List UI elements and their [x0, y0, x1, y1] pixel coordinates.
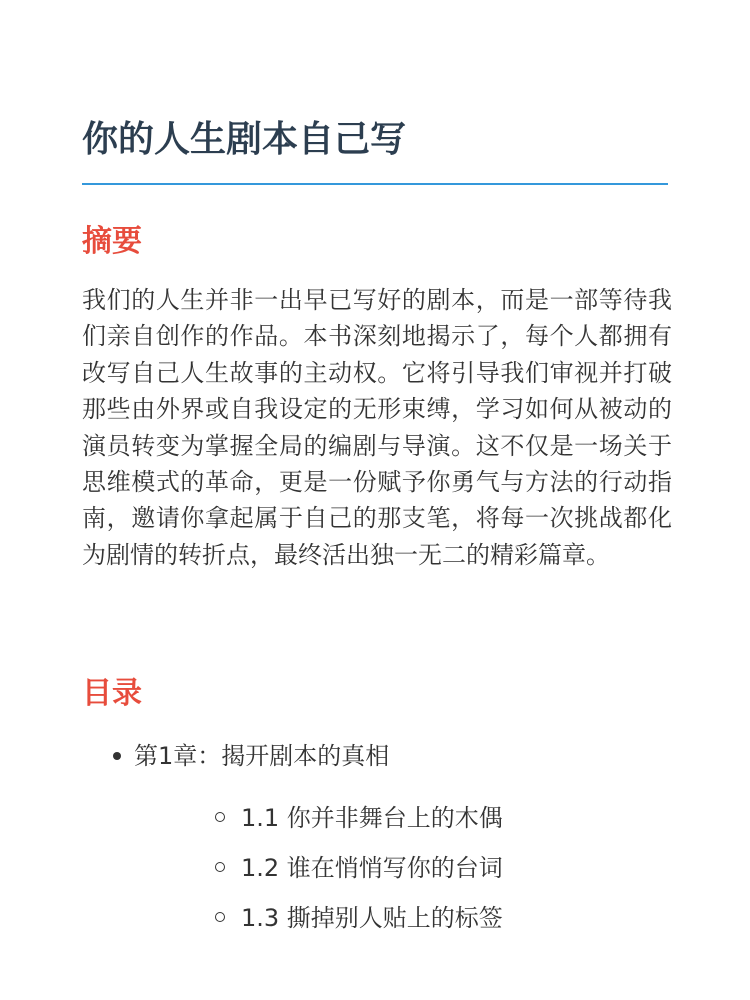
toc-section-label: 1.2 谁在悄悄写你的台词: [241, 854, 503, 882]
toc-section-item: [134, 798, 668, 838]
toc-section-label: 1.3 撕掉别人贴上的标签: [241, 904, 503, 932]
toc-section-item: [134, 898, 668, 938]
page-title: 你的人生剧本自己写: [82, 119, 407, 160]
toc-list: [82, 736, 668, 948]
toc-section-label: 1.1 你并非舞台上的木偶: [241, 804, 503, 832]
toc-heading: 目录: [82, 676, 142, 711]
hollow-bullet-icon: [215, 812, 225, 822]
abstract-paragraph: 我们的人生并非一出早已写好的剧本，而是一部等待我们亲自创作的作品。本书深刻地揭示了，每个人都拥有改写自己人生故事的主动权。它将引导我们审视并打破那些由外界或自我设定的无形束缚，学习如何从被动的演员转变为掌握全局的编剧与导演。这不仅是一场关于思维模式的革命，更是一份赋予你勇气与方法的行动指南，邀请你拿起属于自己的那支笔，将每一次挑战都化为剧情的转折点，最终活出独一无二的精彩篇章。: [82, 286, 672, 569]
toc-section-list: [134, 798, 668, 938]
filled-bullet-icon: [113, 752, 121, 760]
title-divider: [82, 183, 668, 185]
toc-chapter-label: 第1章：揭开剧本的真相: [134, 742, 390, 770]
toc-chapter-item: [82, 736, 668, 938]
hollow-bullet-icon: [215, 912, 225, 922]
abstract-heading: 摘要: [82, 224, 142, 259]
toc-section-item: [134, 848, 668, 888]
hollow-bullet-icon: [215, 862, 225, 872]
